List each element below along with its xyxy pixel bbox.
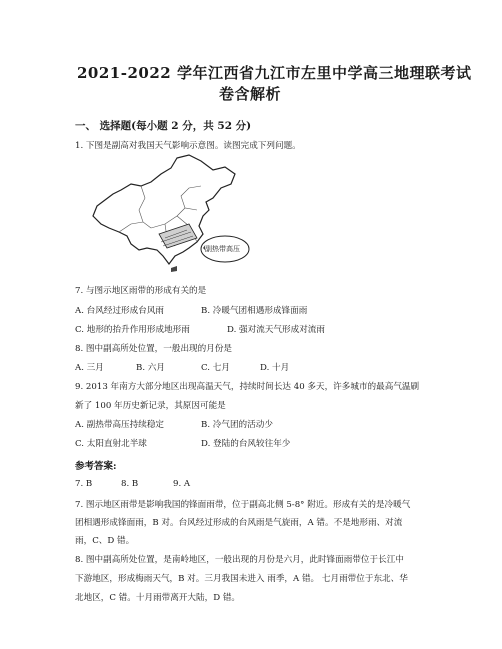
- q7-option-c: C. 地形的抬升作用形成地形雨: [75, 325, 190, 335]
- question-9-stem-line1: 9. 2013 年南方大部分地区出现高温天气，持续时间长达 40 多天，许多城市的最高气温刷: [75, 382, 420, 392]
- q9-option-d: D. 登陆的台风较往年少: [201, 439, 291, 449]
- explanation-line: 下游地区，形成梅雨天气，B 对。三月我国未进入 雨季，A 错。 七月雨带位于东北、华: [75, 574, 408, 584]
- question-intro: 1. 下图是副高对我国天气影响示意图。读图完成下列问题。: [75, 141, 301, 151]
- china-map-figure: [85, 152, 255, 274]
- section-heading: 一、 选择题(每小题 2 分，共 52 分): [75, 120, 252, 132]
- answer-9: 9. A: [173, 479, 191, 489]
- q8-option-c: C. 七月: [201, 363, 230, 373]
- doc-title-line2: 卷含解析: [219, 85, 282, 103]
- q7-option-d: D. 强对流天气形成对流雨: [227, 325, 325, 335]
- q7-option-b: B. 冷暖气团相遇形成锋面雨: [201, 306, 308, 316]
- explanation-line: 7. 图示地区雨带是影响我国的锋面雨带，位于副高北侧 5-8° 附近。形成有关的是冷暖气: [75, 500, 411, 510]
- map-label-subtropical-high: 副热带高压: [205, 245, 240, 253]
- answer-8: 8. B: [121, 479, 139, 489]
- explanation-line: 北地区，C 错。十月雨带离开大陆，D 错。: [75, 593, 241, 603]
- explanation-line: 雨，C、D 错。: [75, 536, 135, 546]
- answer-heading: 参考答案:: [75, 461, 117, 472]
- explanation-line: 8. 图中副高所处位置，是南岭地区，一般出现的月份是六月，此时锋面雨带位于长江中: [75, 555, 404, 565]
- question-8-stem: 8. 图中副高所处位置，一般出现的月份是: [75, 344, 233, 354]
- q8-option-d: D. 十月: [260, 363, 290, 373]
- question-7-stem: 7. 与图示地区雨带的形成有关的是: [75, 286, 207, 296]
- q9-option-c: C. 太阳直射北半球: [75, 439, 147, 449]
- explanation-line: 团相遇形成锋面雨，B 对。台风经过形成的台风雨是气旋雨，A 错。不是地形雨、对流: [75, 518, 403, 528]
- q8-option-a: A. 三月: [75, 363, 104, 373]
- q8-option-b: B. 六月: [136, 363, 165, 373]
- answer-7: 7. B: [75, 479, 93, 489]
- q9-option-a: A. 副热带高压持续稳定: [75, 420, 165, 430]
- q7-option-a: A. 台风经过形成台风雨: [75, 306, 165, 316]
- q9-option-b: B. 冷气团的活动少: [201, 420, 273, 430]
- question-9-stem-line2: 新了 100 年历史新记录，其原因可能是: [75, 401, 226, 411]
- doc-title-line1: 2021-2022 学年江西省九江市左里中学高三地理联考试: [77, 64, 472, 82]
- hainan-island: [171, 266, 177, 272]
